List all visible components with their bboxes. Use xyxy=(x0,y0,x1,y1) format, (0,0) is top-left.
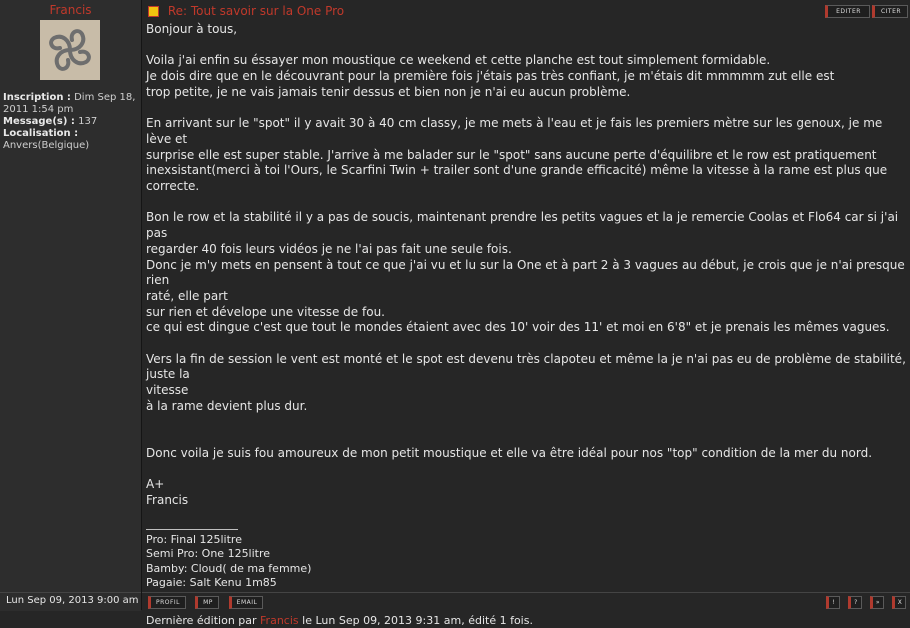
author-profile-info xyxy=(3,92,139,152)
post-line: Vers la fin de session le vent est monté et le spot est devenu très clapoteu et même la je n'ai pas eu de problème de stabilité, juste la xyxy=(146,351,906,382)
messages-value: 137 xyxy=(78,116,98,127)
inscription-value: Dim Sep 18, 2011 1:54 pm xyxy=(3,92,136,115)
blank-line xyxy=(146,101,906,117)
post-line: ce qui est dingue c'est que tout le mondes étaient avec des 10' voir des 11' et moi en 6'8" et je prenais les mêmes vagues. xyxy=(146,320,890,335)
profile-button[interactable]: PROFIL xyxy=(148,596,186,609)
edit-button[interactable]: EDITER xyxy=(825,5,870,18)
blank-line xyxy=(146,462,906,478)
messages-label: Message(s) : xyxy=(3,116,75,127)
edit-note xyxy=(146,613,906,628)
localisation-label: Localisation : xyxy=(3,128,79,139)
forward-icon[interactable]: » xyxy=(870,596,884,609)
localisation-value: Anvers(Belgique) xyxy=(3,140,90,151)
email-button[interactable]: EMAIL xyxy=(229,596,263,609)
post-body xyxy=(146,22,906,628)
post-date: Lun Sep 09, 2013 9:00 am xyxy=(6,595,139,606)
post-text xyxy=(146,22,906,509)
signature-line: Pagaie: Salt Kenu 1m85 xyxy=(146,576,277,590)
signature-line: Pro: Final 125litre xyxy=(146,532,242,546)
signature-line: Semi Pro: One 125litre xyxy=(146,547,271,561)
signature-divider xyxy=(146,529,238,530)
post-line: à la rame devient plus dur. xyxy=(146,398,308,413)
blank-line xyxy=(146,415,906,431)
author-panel xyxy=(0,0,141,592)
blank-line xyxy=(146,38,906,54)
author-name[interactable]: Francis xyxy=(49,3,92,17)
delete-icon[interactable]: X xyxy=(892,596,906,609)
post-line: Francis xyxy=(146,492,189,507)
edit-suffix: le Lun Sep 09, 2013 9:31 am, édité 1 fois. xyxy=(302,613,533,627)
post-line: raté, elle part xyxy=(146,288,228,303)
post-line: Bon le row et la stabilité il y a pas de soucis, maintenant prendre les petits vagues et la je remercie Coolas et Flo64 car si j'ai pas xyxy=(146,210,899,241)
post-line: Je dois dire que en le découvrant pour la première fois j'étais pas très confiant, je m'étais dit mmmmm zut elle est xyxy=(146,69,835,84)
quote-button[interactable]: CITER xyxy=(872,5,908,18)
post-line: sur rien et dévelope une vitesse de fou. xyxy=(146,304,385,319)
blank-line xyxy=(146,195,906,211)
signature xyxy=(146,533,906,591)
report-icon[interactable]: ! xyxy=(826,596,840,609)
post-line: Donc je m'y mets en pensent à tout ce que j'ai vu et lu sur la One et à part 2 à 3 vagues au début, je crois que je n'ai presque rien xyxy=(146,257,905,288)
blank-line xyxy=(146,430,906,446)
post-title-row xyxy=(148,4,344,18)
edit-prefix: Dernière édition par xyxy=(146,613,257,627)
avatar[interactable] xyxy=(40,20,100,80)
post-line: Bonjour à tous, xyxy=(146,22,238,36)
post-line: A+ xyxy=(146,477,165,492)
post-line: Donc voila je suis fou amoureux de mon petit moustique et elle va être idéal pour nos "top" condition de la mer du nord. xyxy=(146,445,873,460)
post-line: Voila j'ai enfin su éssayer mon moustique ce weekend et cette planche est tout simplement formidable. xyxy=(146,53,771,68)
post-line: surprise elle est super stable. J'arrive à me balader sur le "spot" sans aucune perte d'équilibre et le row est pratiquement xyxy=(146,147,877,162)
inscription-label: Inscription : xyxy=(3,92,71,103)
post-line: regarder 40 fois leurs vidéos je ne l'ai pas fait une seule fois. xyxy=(146,241,512,256)
post-line: vitesse xyxy=(146,383,189,398)
edit-author[interactable]: Francis xyxy=(260,613,299,627)
post-line: trop petite, je ne vais jamais tenir dessus et bien non je n'ai eu aucun problème. xyxy=(146,84,631,99)
signature-line: Bamby: Cloud( de ma femme) xyxy=(146,561,312,575)
post-line: En arrivant sur le "spot" il y avait 30 à 40 cm classy, je me mets à l'eau et je fais les premiers mètre sur les genoux, je me lève et xyxy=(146,116,883,146)
blank-line xyxy=(146,336,906,352)
post-title[interactable]: Re: Tout savoir sur la One Pro xyxy=(167,4,345,18)
post-line: inexsistant(merci à toi l'Ours, le Scarfini Twin + trailer sont d'une grande efficacité) même la vitesse à la rame est plus que correcte. xyxy=(146,163,888,193)
mp-button[interactable]: MP xyxy=(195,596,219,609)
lauburu-icon xyxy=(40,20,100,80)
post-icon xyxy=(148,6,159,17)
help-icon[interactable]: ? xyxy=(848,596,862,609)
